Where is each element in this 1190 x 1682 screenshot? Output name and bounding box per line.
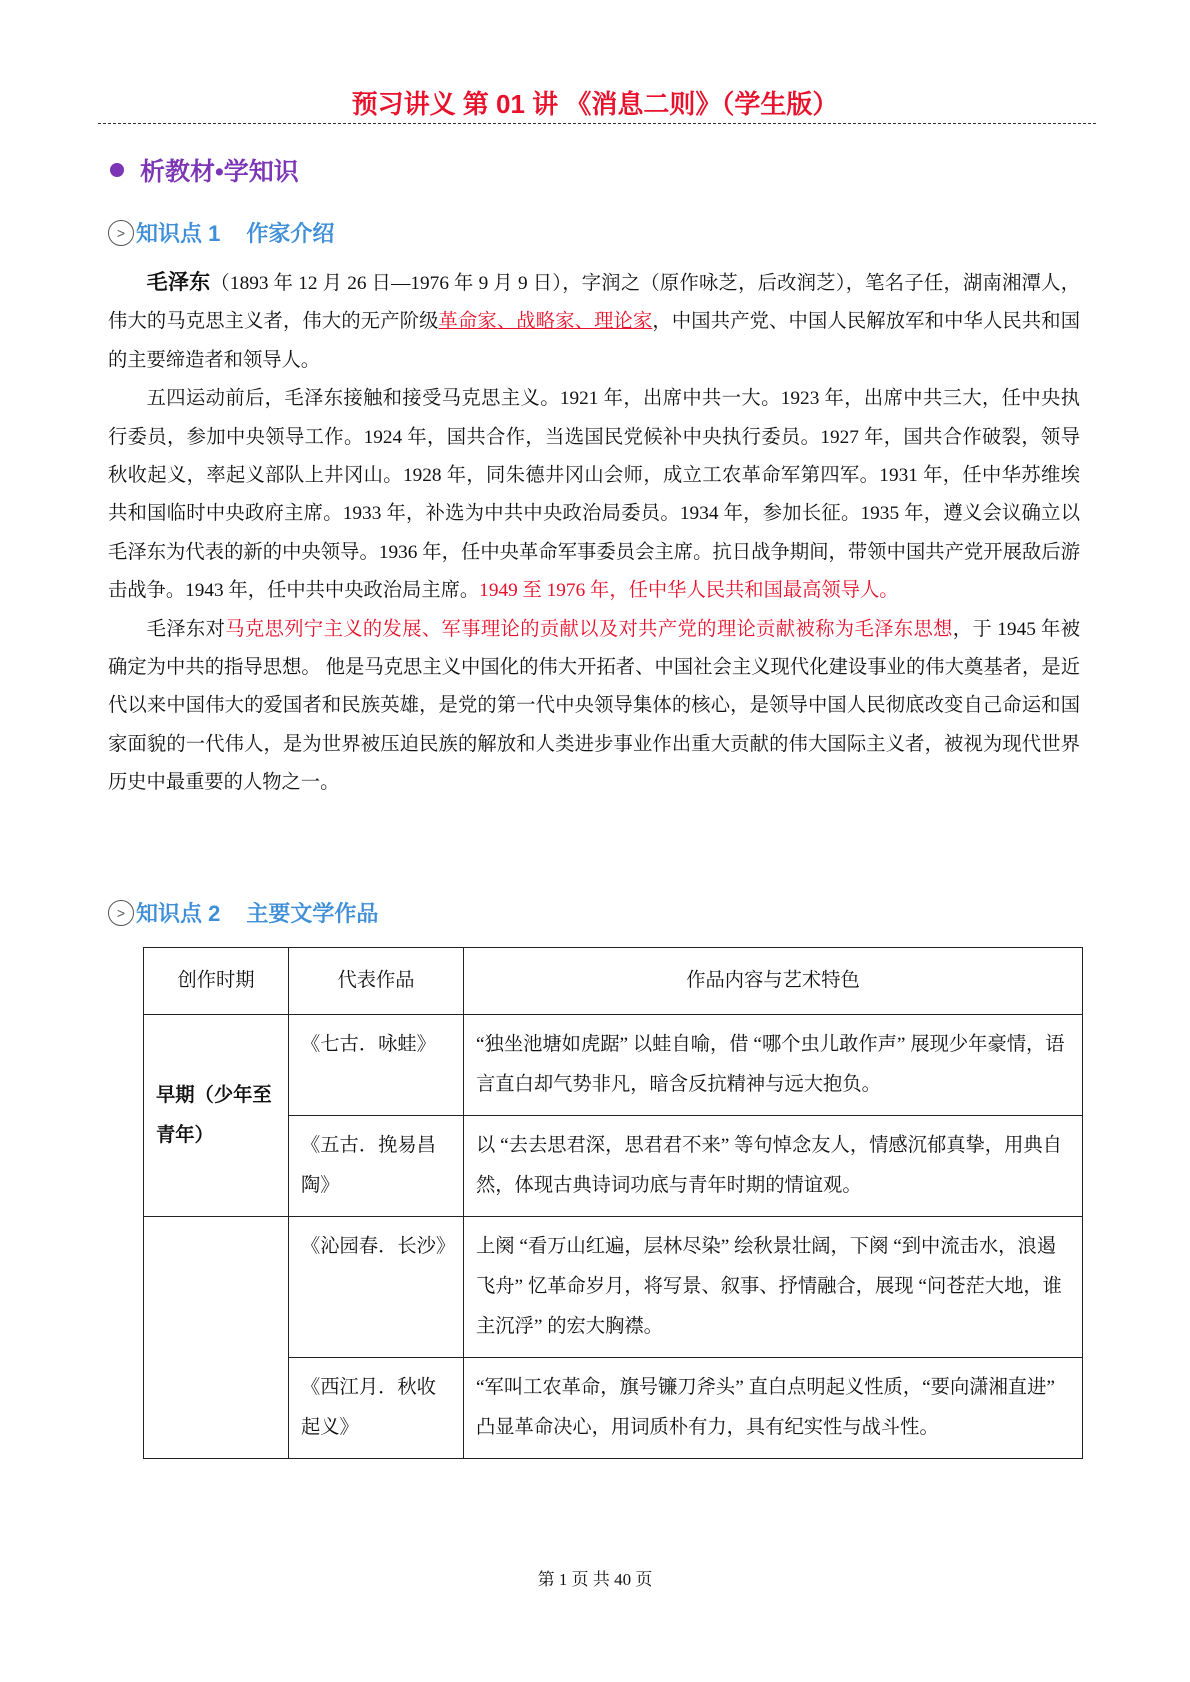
table-row (144, 1217, 1083, 1358)
desc-cell: “独坐池塘如虎踞” 以蛙自喻，借 “哪个虫儿敢作声” 展现少年豪情，语言直白却气势非凡，暗含反抗精神与远大抱负。 (464, 1015, 1083, 1116)
work-cell: 《西江月．秋收起义》 (289, 1358, 464, 1459)
arrow-circle-icon: > (108, 900, 134, 926)
paragraph-3 (108, 611, 1080, 803)
author-name: 毛泽东 (146, 270, 211, 294)
text: ，中国共产党、中国人民解放军和中华人民共和国的主要缔造者和领导人。 (108, 311, 1081, 371)
section-heading (110, 152, 299, 188)
author-intro (108, 263, 1080, 803)
knowledge-point-2-heading (108, 897, 378, 928)
bullet-icon (110, 163, 124, 177)
header-divider (98, 123, 1096, 124)
work-cell: 《七古．咏蛙》 (289, 1015, 464, 1116)
page-footer: 第 1 页 共 40 页 (537, 1570, 653, 1589)
text: 五四运动前后，毛泽东接触和接受马克思主义。1921 年，出席中共一大。1923 年，出席中共三大，任中央执行委员，参加中央领导工作。1924 年，国共合作，当选国民党候补中央执行委员。1927 年，国共合作破裂，领导秋收起义，率起义部队上井冈山。1928 年，同朱德井冈山会师，成立工农革命军第四军。1931 年，任中华苏维埃共和国临时中央政府主席。1933 年，补选为中共中央政治局委员。1934 年，参加长征。1935 年，遵义会议确立以毛泽东为代表的新的中央领导。1936 年，任中央革命军事委员会主席。抗日战争期间，带领中国共产党开展敌后游击战争。1943 年，任中共中央政治局主席。 (108, 388, 1080, 602)
highlight-text: 1949 至 1976 年，任中华人民共和国最高领导人。 (479, 580, 899, 602)
works-table (143, 947, 1083, 1459)
paragraph-1 (108, 263, 1080, 380)
header-cell: 创作时期 (144, 948, 289, 1015)
arrow-circle-icon: > (108, 220, 134, 246)
kp-number: 知识点 1 (136, 221, 221, 246)
header-cell: 代表作品 (289, 948, 464, 1015)
kp-label: 作家介绍 (246, 221, 335, 246)
paragraph-2 (108, 380, 1080, 610)
desc-cell: “军叫工农革命，旗号镰刀斧头” 直白点明起义性质，“要向潇湘直进” 凸显革命决心，用词质朴有力，具有纪实性与战斗性。 (464, 1358, 1083, 1459)
text: （1893 年 12 月 26 日—1976 年 9 月 9 日），字润之（原作咏芝，后改润芝），笔名子任，湖南湘潭人，伟大的马克思主义者，伟大的无产阶级 (108, 273, 1080, 333)
desc-cell: 上阕 “看万山红遍，层林尽染” 绘秋景壮阔，下阕 “到中流击水，浪遏飞舟” 忆革命岁月，将写景、叙事、抒情融合，展现 “问苍茫大地，谁主沉浮” 的宏大胸襟。 (464, 1217, 1083, 1358)
kp-label: 主要文学作品 (246, 901, 379, 926)
period-cell (144, 1217, 289, 1459)
text: ，于 1945 年被确定为中共的指导思想。 他是马克思主义中国化的伟大开拓者、中国社会主义现代化建设事业的伟大奠基者，是近代以来中国伟大的爱国者和民族英雄，是党的第一代中央领导集体的核心，是领导中国人民彻底改变自己命运和国家面貌的一代伟人，是为世界被压迫民族的解放和人类进步事业作出重大贡献的伟大国际主义者，被视为现代世界历史中最重要的人物之一。 (108, 618, 1081, 794)
highlight-text: 革命家、战略家、理论家 (438, 311, 653, 333)
kp-number: 知识点 2 (136, 901, 221, 926)
desc-cell: 以 “去去思君深，思君君不来” 等句悼念友人，情感沉郁真挚，用典自然，体现古典诗词功底与青年时期的情谊观。 (464, 1116, 1083, 1217)
period-cell: 早期（少年至青年） (144, 1015, 289, 1217)
knowledge-point-1-heading (108, 217, 334, 248)
header-cell: 作品内容与艺术特色 (464, 948, 1083, 1015)
work-cell: 《沁园春．长沙》 (289, 1217, 464, 1358)
section-heading-label: 析教材•学知识 (140, 158, 299, 186)
table-header-row (144, 948, 1083, 1015)
highlight-text: 马克思列宁主义的发展、军事理论的贡献以及对共产党的理论贡献被称为毛泽东思想 (225, 618, 953, 640)
table-row (144, 1015, 1083, 1116)
text: 毛泽东对 (146, 618, 226, 640)
document-title: 预习讲义 第 01 讲 《消息二则》（学生版） (351, 89, 839, 119)
work-cell: 《五古．挽易昌陶》 (289, 1116, 464, 1217)
